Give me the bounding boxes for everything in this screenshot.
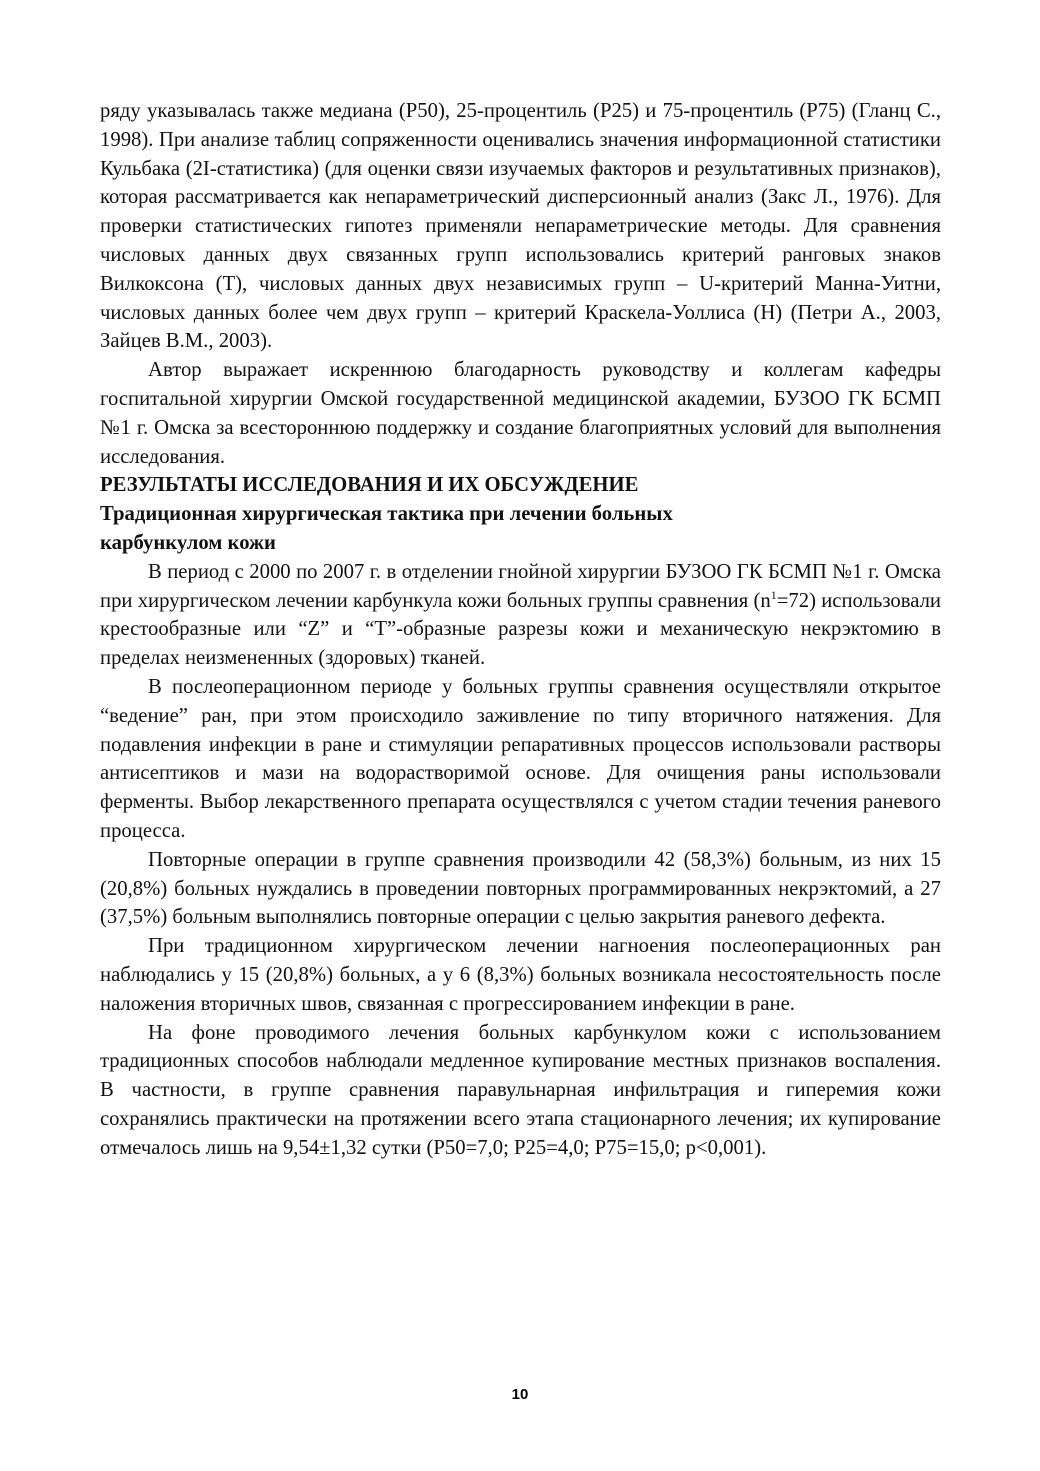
document-page — [100, 97, 941, 1162]
paragraph-complications: При традиционном хирургическом лечении нагноения послеоперационных ран наблюдались у 15 (20,8%) больных, а у 6 (8,3%) больных возникала несостоятельность после наложения вторичных швов, связанная с прогрессированием инфекции в ране. — [100, 935, 941, 1015]
superscript-index: 1 — [770, 587, 777, 602]
section-heading: РЕЗУЛЬТАТЫ ИССЛЕДОВАНИЯ И ИХ ОБСУЖДЕНИЕ — [100, 474, 639, 497]
paragraph-methods-continued: ряду указывалась также медиана (Р50), 25-процентиль (Р25) и 75-процентиль (Р75) (Гланц С., 1998). При анализе таблиц сопряженности оценивались значения информационной статистики Кульбака (2I-статистика) (для оценки связи изучаемых факторов и результативных признаков), которая рассматривается как непараметрический дисперсионный анализ (Закс Л., 1976). Для проверки статистических гипотез применяли непараметрические методы. Для сравнения числовых данных двух связанных групп использовались критерий ранговых знаков Вилкоксона (Т), числовых данных двух независимых групп – U-критерий Манна-Уитни, числовых данных более чем двух групп – критерий Краскела-Уоллиса (H) (Петри А., 2003, Зайцев В.М., 2003). — [100, 100, 941, 353]
paragraph-acknowledgement: Автор выражает искреннюю благодарность руководству и коллегам кафедры госпитальной хирургии Омской государственной медицинской академии, БУЗОО ГК БСМП №1 г. Омска за всестороннюю поддержку и создание благоприятных условий для выполнения исследования. — [100, 359, 941, 468]
paragraph-inflammation-signs: На фоне проводимого лечения больных карбункулом кожи с использованием традиционных способов наблюдали медленное купирование местных признаков воспаления. В частности, в группе сравнения паравульнарная инфильтрация и гиперемия кожи сохранялись практически на протяжении всего этапа стационарного лечения; их купирование отмечалось лишь на 9,54±1,32 сутки (Р50=7,0; Р25=4,0; Р75=15,0; р<0,001). — [100, 1021, 941, 1159]
paragraph-text-before-superscript: В период с 2000 по 2007 г. в отделении гнойной хирургии БУЗОО ГК БСМП №1 г. Омска при хирургическом лечении карбункула кожи больных группы сравнения (n — [100, 560, 941, 612]
subsection-heading-line-2: карбункулом кожи — [100, 531, 276, 554]
paragraph-repeat-operations: Повторные операции в группе сравнения производили 42 (58,3%) больным, из них 15 (20,8%) больных нуждались в проведении повторных программированных некрэктомий, а 27 (37,5%) больным выполнялись повторные операции с целью закрытия раневого дефекта. — [100, 848, 941, 929]
page-number: 10 — [511, 1386, 529, 1403]
paragraph-treatment-period — [100, 558, 941, 673]
paragraph-text-after-superscript: =72) использовали крестообразные или “Z” и “T”-образные разрезы кожи и механическую некрэктомию в пределах неизмененных (здоровых) тканей. — [100, 589, 941, 670]
paragraph-postoperative-period: В послеоперационном периоде у больных группы сравнения осуществляли открытое “ведение” ран, при этом происходило заживление по типу вторичного натяжения. Для подавления инфекции в ране и стимуляции репаративных процессов использовали растворы антисептиков и мази на водорастворимой основе. Для очищения раны использовали ферменты. Выбор лекарственного препарата осуществлялся с учетом стадии течения раневого процесса. — [100, 675, 941, 842]
subsection-heading-line-1: Традиционная хирургическая тактика при лечении больных — [100, 503, 673, 526]
